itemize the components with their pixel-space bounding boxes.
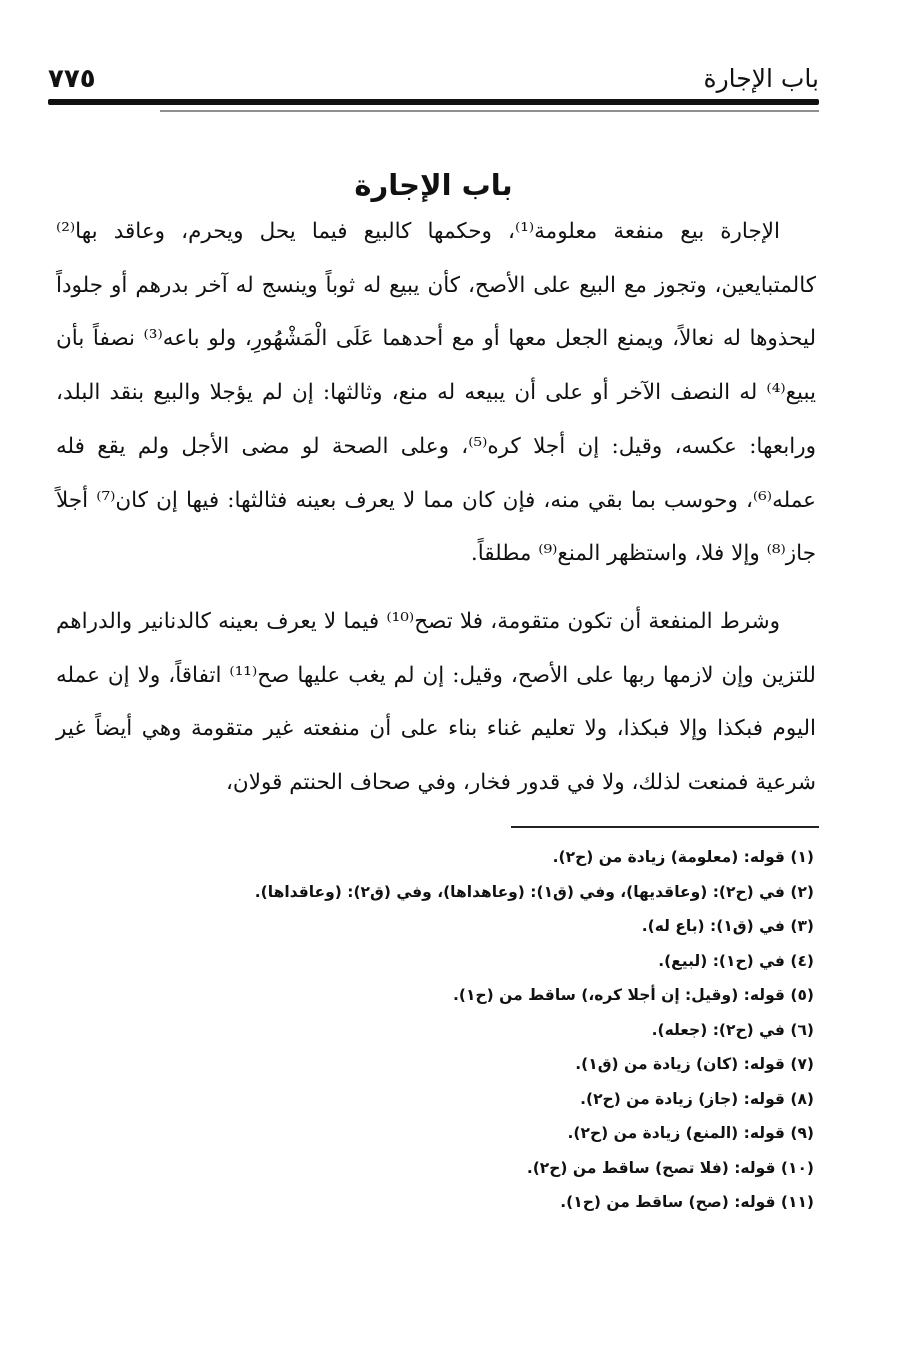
body-text [56, 205, 816, 810]
footnote-8: (٨) قوله: (جاز) زيادة من (ح٢). [580, 1089, 814, 1108]
paragraph-2: وشرط المنفعة أن تكون متقومة، فلا تصح⁽¹⁰⁾ فيما لا يعرف بعينه كالدنانير والدراهم للتزين وإن لازمها ربها على الأصح، وقيل: إن لم يغب عليها صح⁽¹¹⁾ اتفاقاً، ولا إن عمله اليوم فبكذا وإلا فبكذا، ولا تعليم غناء بناء على أن منفعته غير متقومة وهي أيضاً غير شرعية فمنعت لذلك، ولا في قدور فخار، وفي صحاف الحنتم قولان، [56, 608, 816, 796]
footnote-2: (٢) في (ح٢): (وعاقديها)، وفي (ق١): (وعاهداها)، وفي (ق٢): (وعاقداها). [254, 882, 814, 901]
footnotes [214, 840, 814, 1220]
running-title: باب الإجارة [703, 64, 819, 93]
footnote-7: (٧) قوله: (كان) زيادة من (ق١). [575, 1055, 814, 1073]
footnote-10: (١٠) قوله: (فلا تصح) ساقط من (ح٢). [526, 1158, 814, 1177]
paragraph-1: الإجارة بيع منفعة معلومة⁽¹⁾، وحكمها كالبيع فيما يحل ويحرم، وعاقد بها⁽²⁾ كالمتبايعين، وتجوز مع البيع على الأصح، كأن يبيع له ثوباً وينسج له آخر بدرهم أو جلوداً ليحذوها له نعالاً، ويمنع الجعل معها أو مع أحدهما عَلَى الْمَشْهُورِ، ولو باعه⁽³⁾ نصفاً بأن يبيع⁽⁴⁾ له النصف الآخر أو على أن يبيعه له منع، وثالثها: إن لم يؤجلا والبيع بنقد البلد، ورابعها: عكسه، وقيل: إن أجلا كره⁽⁵⁾، وعلى الصحة لو مضى الأجل ولم يقع فله عمله⁽⁶⁾، وحوسب بما بقي منه، فإن كان مما لا يعرف بعينه فثالثها: فيها إن كان⁽⁷⁾ أجلاً جاز⁽⁸⁾ وإلا فلا، واستظهر المنع⁽⁹⁾ مطلقاً. [56, 219, 816, 567]
footnote-5: (٥) قوله: (وقيل: إن أجلا كره،) ساقط من (ح١). [453, 986, 814, 1004]
page-number: ٧٧٥ [48, 64, 96, 94]
footnote-3: (٣) في (ق١): (باع له). [641, 917, 814, 935]
header-rule-thin [160, 110, 819, 112]
header-rule-thick [48, 99, 819, 105]
footnote-1: (١) قوله: (معلومة) زيادة من (ح٢). [552, 848, 814, 866]
footnote-6: (٦) في (ح٢): (جعله). [651, 1020, 814, 1039]
footnote-separator [511, 826, 819, 828]
footnote-11: (١١) قوله: (صح) ساقط من (ح١). [560, 1193, 814, 1211]
footnote-4: (٤) في (ح١): (لبيع). [658, 951, 814, 970]
running-header [48, 50, 819, 94]
footnote-9: (٩) قوله: (المنع) زيادة من (ح٢). [567, 1124, 814, 1142]
chapter-title: باب الإجارة [354, 168, 513, 203]
